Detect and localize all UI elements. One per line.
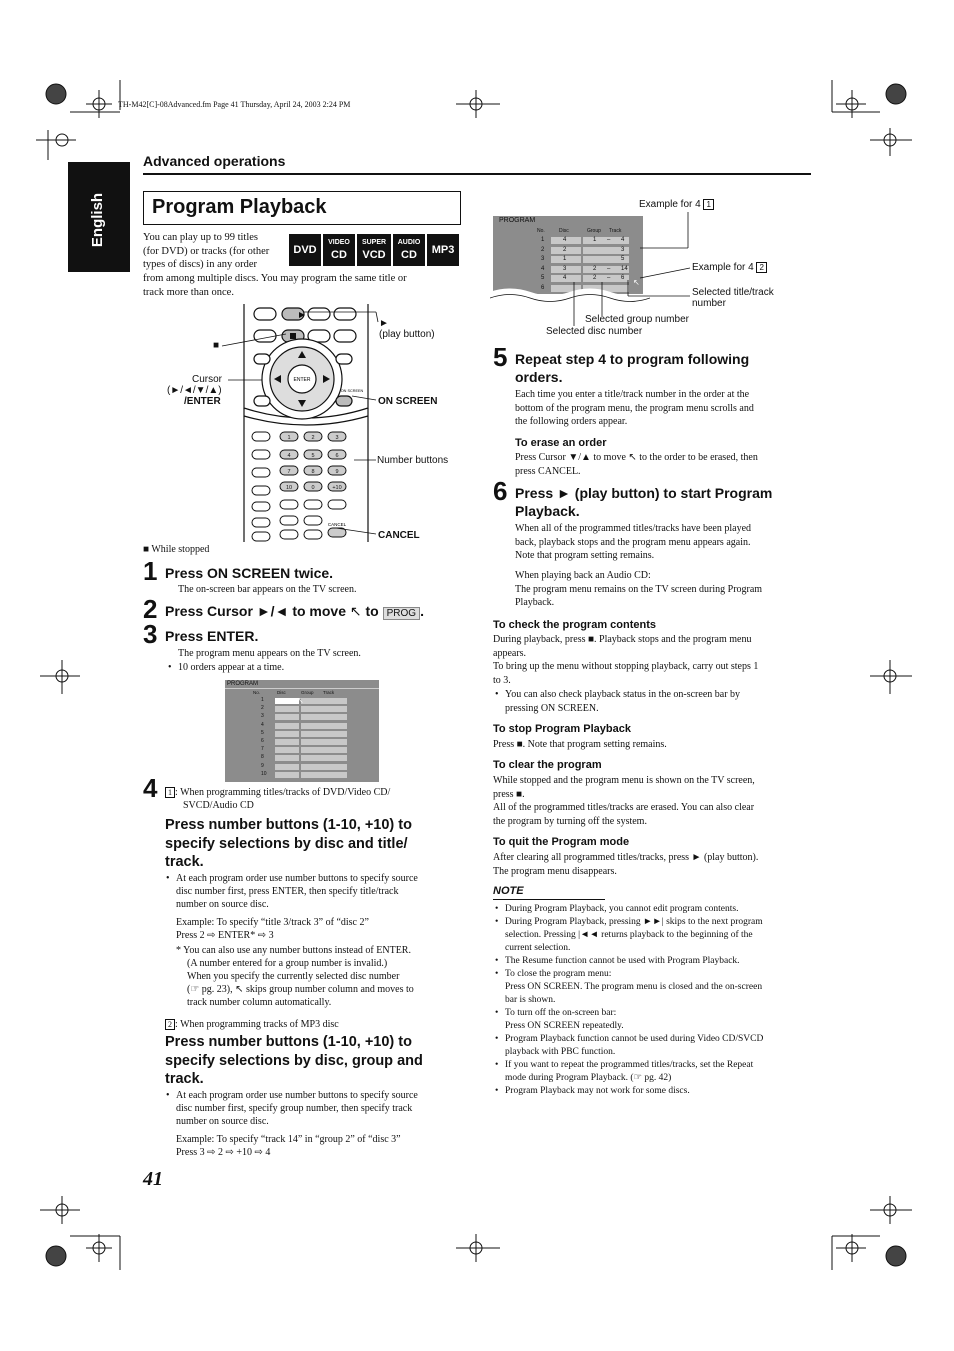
erase-heading: To erase an order — [515, 437, 607, 449]
group-value: 2 — [593, 275, 597, 281]
step-4-heading-2 — [165, 1033, 423, 1089]
note-line: • To turn off the on-screen bar: — [505, 1007, 815, 1020]
note-line: track number column automatically. — [187, 997, 332, 1008]
note-line: current selection. — [505, 943, 571, 953]
number-buttons-label: Number buttons — [377, 455, 449, 466]
disc-value: 2 — [563, 246, 567, 253]
disc-cell — [275, 714, 299, 720]
step-3-heading: Press ENTER. — [165, 628, 259, 644]
num-key-4: 4 — [287, 453, 291, 459]
row-number: 2 — [261, 705, 264, 712]
step-4-example-1 — [176, 916, 466, 942]
step-2-heading-b: to — [365, 603, 379, 619]
step-2-heading — [165, 602, 424, 623]
case-1-box: 1 — [165, 787, 175, 798]
erase-body — [515, 451, 815, 478]
bullet-line: disc number first, press ENTER, then specify title/track — [176, 886, 399, 897]
intro-line: You can play up to 99 titles — [143, 232, 259, 243]
menu-wave — [490, 288, 650, 302]
row-number: 4 — [261, 721, 264, 728]
menu-title: PROGRAM — [499, 217, 536, 224]
callout-box: 1 — [703, 199, 713, 210]
callout-box: 2 — [756, 262, 766, 273]
step-4-example-2 — [176, 1133, 466, 1159]
track-cell — [301, 731, 347, 737]
row-number: 6 — [541, 284, 545, 291]
heading-line: specify selections by disc and title/ — [165, 835, 408, 852]
dash-value: – — [607, 237, 611, 243]
remote-illustration — [236, 304, 376, 542]
disc-cell — [275, 706, 299, 712]
example-text: Example: To specify “title 3/track 3” of “disc 2” — [176, 917, 369, 928]
note-line: • If you want to repeat the programmed titles/tracks, set the Repeat — [505, 1059, 815, 1072]
prog-box: PROG — [383, 607, 420, 620]
callout-text: Selected title/track — [692, 287, 774, 298]
row-number: 3 — [261, 713, 264, 720]
row-number: 1 — [541, 237, 545, 243]
check-bullet — [505, 688, 815, 715]
step-4-bullet-2 — [176, 1089, 466, 1128]
body-line: While stopped and the program menu is shown on the TV screen, — [493, 775, 755, 786]
disc-badge-video-cd: VIDEO CD — [323, 234, 355, 266]
body-line: During playback, press ■. Playback stops and the program menu — [493, 634, 752, 645]
menu-row — [225, 705, 379, 713]
num-key-10: 10 — [285, 485, 293, 491]
body-line: to 3. — [493, 674, 511, 686]
track-value: 14 — [621, 265, 628, 272]
note-line: playback with PBC function. — [505, 1047, 616, 1057]
track-cell — [301, 772, 347, 778]
row-number: 8 — [261, 754, 264, 761]
cursor-label: Cursor — [192, 374, 223, 385]
row-number: 5 — [541, 275, 545, 281]
menu-row — [493, 274, 643, 283]
step-1-number: 1 — [143, 556, 158, 586]
body-line: Press Cursor ▼/▲ to move ↖ to the order to be erased, then — [515, 452, 758, 463]
note-rule — [493, 899, 605, 900]
menu-row — [225, 738, 379, 746]
num-key-9: 9 — [335, 469, 339, 475]
track-value: 3 — [621, 246, 625, 253]
dash-value: – — [607, 265, 611, 272]
menu-row — [225, 713, 379, 721]
num-key-8: 8 — [311, 469, 315, 475]
step-6-body — [515, 522, 815, 563]
track-cell — [301, 723, 347, 729]
check-heading: To check the program contents — [493, 619, 656, 631]
stop-body: Press ■. Note that program setting remains. — [493, 739, 667, 750]
program-menu-empty — [225, 680, 379, 782]
enter-key-label: ENTER — [293, 377, 311, 383]
note-line: • During Program Playback, pressing ►►| skips to the next program — [505, 916, 815, 929]
note-line: Press ON SCREEN repeatedly. — [505, 1021, 624, 1031]
example-keys: Press 3 ⇨ 2 ⇨ +10 ⇨ 4 — [176, 1147, 271, 1158]
body-line: press ■. — [493, 788, 525, 800]
note-line: Press ON SCREEN. The program menu is closed and the on-screen — [505, 982, 763, 992]
note-line: • During Program Playback, you cannot edit program contents. — [505, 903, 815, 916]
menu-row — [493, 265, 643, 274]
note-item — [505, 1085, 815, 1098]
num-key-plus10: +10 — [332, 485, 342, 491]
disc-value: 4 — [563, 275, 567, 281]
note-item — [505, 903, 815, 916]
track-value: 4 — [621, 237, 625, 243]
disc-value: 1 — [563, 256, 567, 262]
step-6-number: 6 — [493, 476, 508, 506]
body-line: Playback. — [515, 597, 555, 608]
heading-line: Press number buttons (1-10, +10) to — [165, 817, 412, 833]
col-no: No. — [253, 690, 261, 695]
step-5-body — [515, 388, 815, 429]
callout-selected-disc: Selected disc number — [546, 326, 643, 337]
check-body — [493, 633, 813, 687]
row-number: 10 — [261, 770, 267, 777]
num-key-5: 5 — [311, 453, 315, 459]
step-4-heading-1 — [165, 816, 412, 872]
pointer-icon: ↖ — [297, 696, 304, 705]
note-line: bar is shown. — [505, 995, 556, 1005]
disc-badge-mp3: MP3 — [427, 234, 459, 266]
note-line: selection. Pressing |◄◄ returns playback to the beginning of the — [505, 930, 753, 940]
track-value: 6 — [621, 275, 625, 281]
menu-row — [225, 754, 379, 762]
disc-cell — [275, 747, 299, 753]
example-keys: Press 2 ⇨ ENTER* ⇨ 3 — [176, 930, 274, 941]
num-key-0: 0 — [311, 485, 315, 491]
num-key-2: 2 — [311, 435, 315, 441]
note-line: • Program Playback may not work for some discs. — [505, 1085, 815, 1098]
case-2-text: : When programming tracks of MP3 disc — [175, 1019, 339, 1030]
body-line: When playing back an Audio CD: — [515, 570, 651, 581]
note-item — [505, 968, 815, 1007]
col-group: Group — [301, 690, 314, 695]
note-item — [505, 1007, 815, 1033]
num-key-7: 7 — [287, 469, 291, 475]
language-tab-label: English — [89, 192, 106, 248]
heading-line: track. — [165, 1071, 204, 1087]
disc-cell — [275, 764, 299, 770]
menu-header-bar — [225, 688, 379, 689]
row-number: 6 — [261, 738, 264, 744]
heading-line: Press number buttons (1-10, +10) to — [165, 1034, 412, 1050]
heading-line: specify selections by disc, group and — [165, 1052, 423, 1069]
track-cell — [301, 755, 347, 761]
program-menu-example — [493, 216, 643, 294]
note-heading: NOTE — [493, 885, 524, 897]
callout-example-1 — [639, 199, 714, 210]
row-number: 7 — [261, 746, 264, 753]
case-2-box: 2 — [165, 1019, 175, 1030]
page-title: Program Playback — [152, 196, 327, 218]
num-key-1: 1 — [287, 435, 291, 441]
on-screen-key-label: ON SCREEN — [340, 389, 364, 393]
clear-body — [493, 774, 813, 828]
body-line: The program menu disappears. — [493, 865, 617, 877]
heading-line: orders. — [515, 369, 563, 385]
body-line: the program by turning off the system. — [493, 815, 647, 827]
bullet-line: • You can also check playback status in the on-screen bar by — [505, 688, 815, 702]
callout-text: number — [692, 298, 726, 309]
note-line: mode during Program Playback. (☞ pg. 42) — [505, 1073, 672, 1083]
heading-line: Playback. — [515, 503, 580, 519]
stop-heading: To stop Program Playback — [493, 723, 631, 735]
note-line: When you specify the currently selected disc number — [187, 971, 400, 982]
case-1-text-2: SVCD/Audio CD — [183, 800, 254, 811]
bullet-line: • At each program order use number buttons to specify source — [176, 872, 466, 885]
menu-row — [493, 246, 643, 255]
note-item — [505, 955, 815, 968]
disc-badge-super-vcd: SUPER VCD — [357, 234, 391, 266]
step-2-heading-c: . — [420, 603, 424, 619]
row-number: 1 — [261, 697, 264, 703]
title-box — [143, 191, 461, 225]
row-number: 9 — [261, 762, 264, 769]
col-track: Track — [609, 228, 622, 234]
body-line: Each time you enter a title/track number in the order at the — [515, 389, 750, 400]
row-number: 2 — [541, 246, 545, 253]
pointer-icon: ↖ — [633, 278, 640, 287]
track-value: 5 — [621, 256, 625, 262]
body-line: All of the programmed titles/tracks are erased. You can also clear — [493, 802, 755, 813]
note-line: • To close the program menu: — [505, 968, 815, 981]
num-key-6: 6 — [335, 453, 339, 459]
play-button-label: (play button) — [379, 329, 435, 340]
num-key-3: 3 — [335, 435, 339, 441]
while-stopped: ■ While stopped — [143, 544, 210, 555]
menu-row — [225, 730, 379, 738]
step-3-number: 3 — [143, 619, 158, 649]
group-value: 1 — [593, 237, 597, 243]
note-line: • Program Playback function cannot be used during Video CD/SVCD — [505, 1033, 815, 1046]
disc-value: 3 — [563, 265, 567, 272]
callout-text: Example for 4 — [639, 199, 701, 210]
body-line: To bring up the menu without stopping playback, carry out steps 1 — [493, 661, 759, 672]
heading-line: Repeat step 4 to program following — [515, 351, 750, 367]
cancel-key-label: CANCEL — [327, 522, 347, 527]
section-title: Advanced operations — [143, 153, 286, 169]
page-number: 41 — [143, 1168, 163, 1190]
step-2-heading-a: Press Cursor ►/◄ to move — [165, 603, 346, 619]
disc-cell — [275, 698, 299, 704]
step-4-bullet-1 — [176, 872, 466, 911]
bullet-line: pressing ON SCREEN. — [505, 702, 599, 714]
enter-label: /ENTER — [184, 396, 221, 407]
menu-row — [225, 771, 379, 779]
note-line: (A number entered for a group number is invalid.) — [187, 958, 388, 969]
row-number: 4 — [541, 265, 545, 272]
step-5-number: 5 — [493, 342, 508, 372]
clear-heading: To clear the program — [493, 759, 602, 771]
heading-line: Press ► (play button) to start Program — [515, 485, 773, 501]
stop-symbol-label: ■ — [213, 340, 220, 351]
disc-badge-dvd: DVD — [289, 234, 321, 266]
pointer-icon: ↖ — [349, 603, 362, 619]
note-line: * You can also use any number buttons instead of ENTER. — [176, 945, 411, 956]
track-cell — [301, 698, 347, 704]
body-line: bottom of the program menu, the program menu scrolls and — [515, 402, 754, 414]
bullet-line: disc number first, specify group number, then specify track — [176, 1103, 413, 1114]
col-disc: Disc — [559, 228, 569, 234]
body-line: Note that program setting remains. — [515, 550, 655, 561]
body-line: When all of the programmed titles/tracks have been played — [515, 523, 752, 534]
menu-row — [225, 746, 379, 754]
menu-title: PROGRAM — [227, 681, 259, 687]
callout-selected-group: Selected group number — [585, 314, 689, 325]
menu-row — [225, 763, 379, 771]
disc-value: 4 — [563, 237, 567, 243]
track-cell — [301, 714, 347, 720]
on-screen-label: ON SCREEN — [378, 396, 438, 407]
col-track: Track — [323, 690, 335, 695]
body-line: After clearing all programmed titles/tracks, press ► (play button). — [493, 852, 759, 863]
track-cell — [301, 739, 347, 745]
disc-cell — [275, 739, 299, 745]
menu-row — [225, 722, 379, 730]
intro-line: types of discs) in any order — [143, 259, 258, 270]
step-3-body: The program menu appears on the TV screen. — [178, 648, 361, 659]
intro-continued — [143, 272, 463, 299]
step-1-body: The on-screen bar appears on the TV screen. — [178, 584, 357, 595]
play-symbol-label: ► — [379, 318, 389, 329]
menu-row — [493, 255, 643, 264]
body-line: appears. — [493, 647, 527, 659]
body-line: the following orders appear. — [515, 416, 628, 427]
step-1-heading: Press ON SCREEN twice. — [165, 565, 334, 581]
note-item — [505, 1059, 815, 1085]
disc-cell — [275, 723, 299, 729]
callout-example-2 — [692, 262, 767, 273]
step-2-number: 2 — [143, 594, 158, 624]
step-6-heading — [515, 484, 772, 520]
disc-cell — [275, 755, 299, 761]
step-6-audio-cd — [515, 569, 815, 610]
example-text: Example: To specify “track 14” in “group 2” of “disc 3” — [176, 1134, 401, 1145]
step-4-case1 — [165, 786, 455, 812]
note-item — [505, 1033, 815, 1059]
note-item — [505, 916, 815, 955]
step-4-case2 — [165, 1018, 339, 1031]
disc-cell — [275, 731, 299, 737]
track-cell — [301, 764, 347, 770]
col-no: No. — [537, 228, 545, 234]
row-number: 3 — [541, 256, 545, 262]
body-line: The program menu remains on the TV screen during Program — [515, 583, 763, 595]
intro-line: (for DVD) or tracks (for other — [143, 245, 270, 257]
menu-row — [493, 236, 643, 245]
note-line: (☞ pg. 23), ↖ skips group number column and moves to — [187, 984, 414, 995]
group-value: 2 — [593, 265, 597, 272]
col-group: Group — [587, 228, 601, 234]
note-list — [505, 903, 815, 1098]
track-cell — [301, 706, 347, 712]
intro-text — [143, 231, 293, 272]
heading-line: track. — [165, 854, 204, 870]
step-4-number: 4 — [143, 773, 158, 803]
quit-body — [493, 851, 813, 878]
step-4-star-note — [176, 944, 466, 1009]
row-number: 5 — [261, 729, 264, 736]
body-line: press CANCEL. — [515, 465, 581, 477]
track-cell — [301, 747, 347, 753]
cancel-label: CANCEL — [378, 530, 420, 541]
callout-text: Example for 4 — [692, 262, 754, 273]
col-disc: Disc — [277, 690, 286, 695]
case-1-text: : When programming titles/tracks of DVD/Video CD/ — [175, 787, 391, 798]
bullet-line: • At each program order use number buttons to specify source — [176, 1089, 466, 1102]
disc-cell — [275, 772, 299, 778]
dash-value: – — [607, 275, 611, 281]
step-3-bullet: • 10 orders appear at a time. — [178, 661, 954, 674]
intro-line: from among multiple discs. You may program the same title or — [143, 273, 407, 284]
bullet-line: number on source disc. — [176, 1116, 269, 1127]
disc-badge-audio-cd: AUDIO CD — [393, 234, 425, 266]
step-5-heading — [515, 350, 749, 386]
cursor-arrows-label: (►/◄/▼/▲) — [167, 385, 222, 396]
callout-selected-title — [692, 287, 774, 309]
note-line: • The Resume function cannot be used with Program Playback. — [505, 955, 815, 968]
section-rule — [143, 173, 811, 175]
bullet-line: number on source disc. — [176, 899, 269, 910]
file-header: TH-M42[C]-08Advanced.fm Page 41 Thursday, April 24, 2003 2:24 PM — [118, 100, 351, 109]
intro-line: track more than once. — [143, 286, 234, 298]
body-line: back, playback stops and the program menu appears again. — [515, 536, 751, 548]
quit-heading: To quit the Program mode — [493, 836, 630, 848]
